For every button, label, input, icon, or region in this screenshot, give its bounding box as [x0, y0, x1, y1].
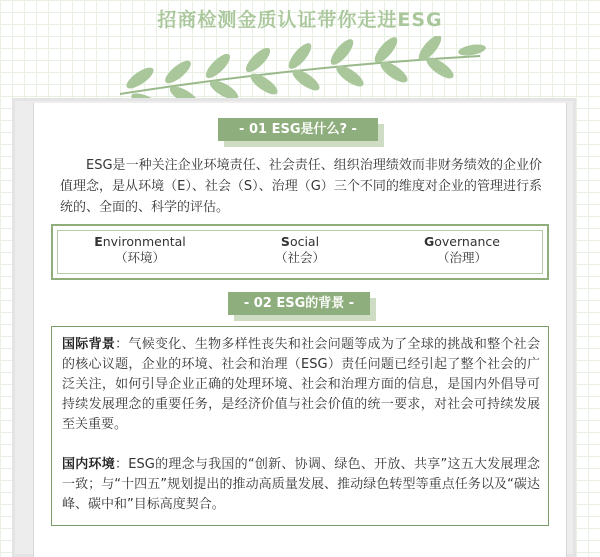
domestic-environment: 国内环境：ESG的理念与我国的“创新、协调、绿色、开放、共享”这五大发展理念一致；与“十四五”规划提出的推动高质量发展、推动绿色转型等重点任务以及“碳达峰、碳中和”目标高度契合。 — [62, 457, 540, 512]
section2-heading-wrap — [228, 292, 370, 321]
section2-heading: - 02 ESG的背景 - — [228, 292, 370, 315]
pillar-social: Social （社会） — [274, 234, 325, 265]
section1-heading: - 01 ESG是什么? - — [218, 118, 378, 141]
background-box — [51, 326, 549, 526]
section1-heading-wrap — [218, 118, 378, 147]
esg-definition: ESG是一种关注企业环境责任、社会责任、组织治理绩效而非财务绩效的企业价值理念，是从环境（E）、社会（S）、治理（G）三个不同的维度对企业的管理进行系统的、全面的、科学的评估。 — [60, 158, 542, 215]
page-title: 招商检测金质认证带你走进ESG — [157, 9, 443, 31]
pillar-governance: Governance （治理） — [424, 234, 500, 265]
esg-pillars-box — [51, 224, 549, 280]
international-background: 国际背景：气候变化、生物多样性丧失和社会问题等成为了全球的挑战和整个社会的核心议题，企业的环境、社会和治理（ESG）责任问题已经引起了整个社会的广泛关注，如何引导企业正确的处理环境、社会和治理方面的信息，是国内外倡导可持续发展理念的重要任务，是经济价值与社会价值的统一要求，对社会可持续发展至关重要。 — [62, 337, 540, 432]
pillar-environmental: Environmental （环境） — [94, 234, 186, 265]
